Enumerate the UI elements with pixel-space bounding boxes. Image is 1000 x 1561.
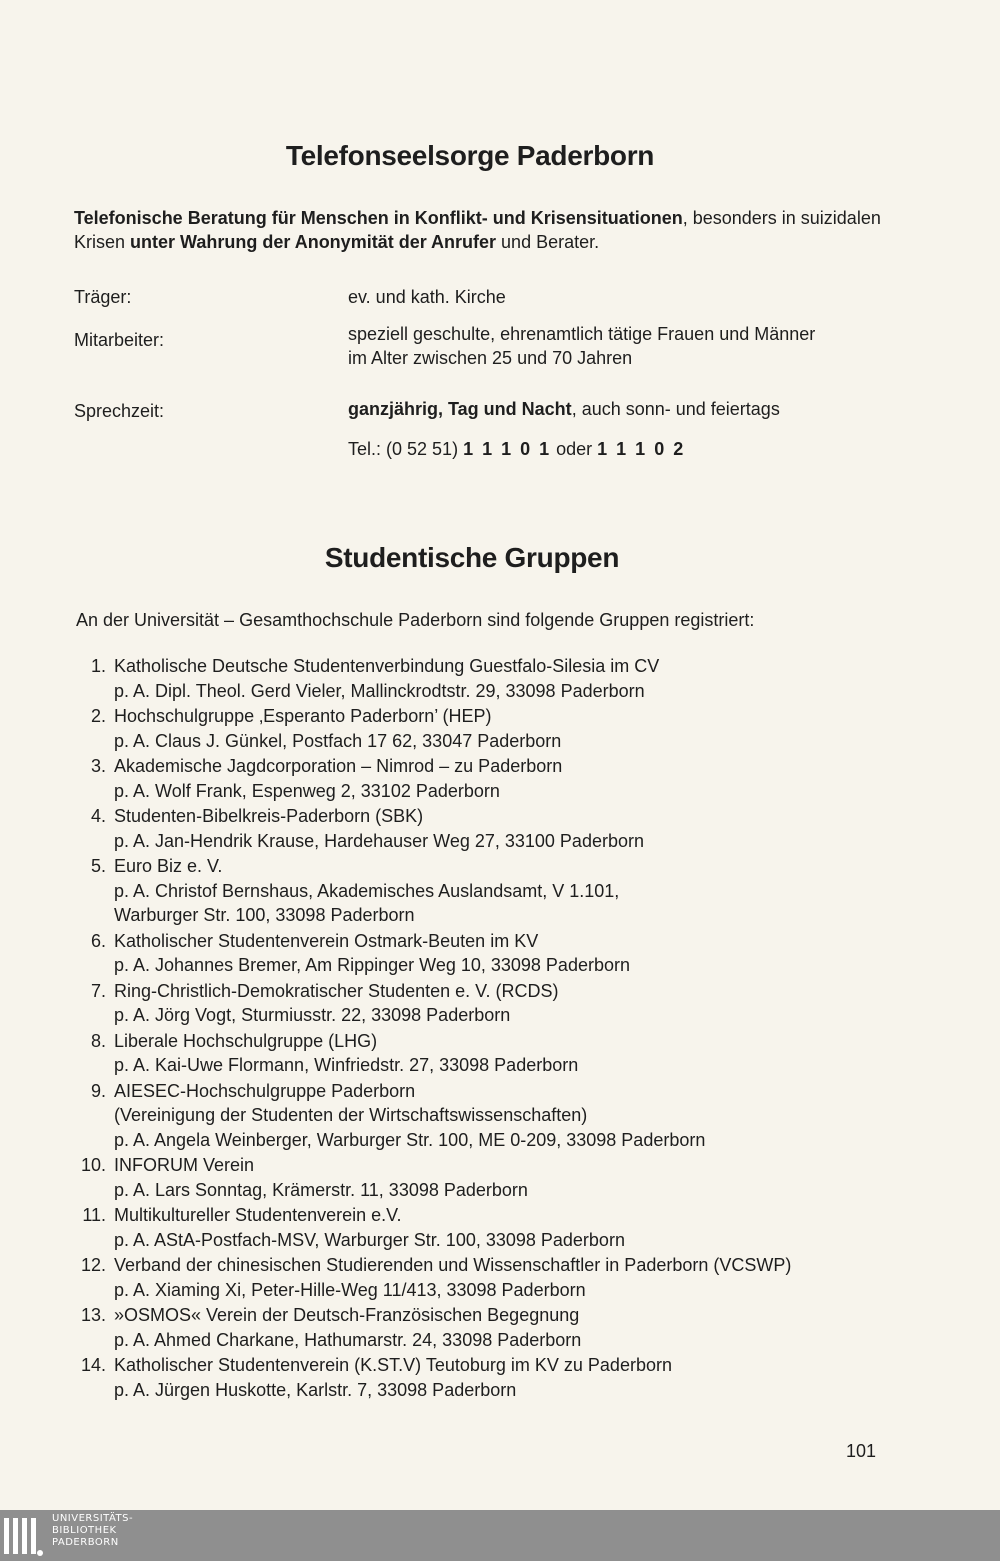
group-address-line: p. A. Lars Sonntag, Krämerstr. 11, 33098 Paderborn bbox=[114, 1179, 528, 1200]
list-item-number: 14. bbox=[80, 1355, 106, 1375]
list-item-lines bbox=[114, 1353, 1000, 1402]
group-address-line: p. A. Jan-Hendrik Krause, Hardehauser Weg 27, 33100 Paderborn bbox=[114, 830, 644, 851]
group-name: Verband der chinesischen Studierenden und Wissenschaftler in Paderborn (VCSWP) bbox=[114, 1255, 792, 1275]
list-item-lines bbox=[114, 654, 1000, 703]
group-address-line: p. A. Ahmed Charkane, Hathumarstr. 24, 33098 Paderborn bbox=[114, 1329, 582, 1350]
traeger-value: ev. und kath. Kirche bbox=[348, 287, 506, 307]
list-item-number: 5. bbox=[90, 856, 106, 876]
mitarbeiter-value bbox=[348, 322, 908, 370]
intro-bold-2: unter Wahrung der Anonymität der Anrufer bbox=[130, 232, 497, 252]
tel-prefix: Tel.: (0 52 51) bbox=[348, 439, 464, 459]
list-item-lines bbox=[114, 979, 1000, 1028]
list-item-lines bbox=[114, 704, 1000, 753]
list-item bbox=[0, 1203, 1000, 1252]
list-item-number: 8. bbox=[90, 1030, 106, 1051]
group-address-line: p. A. Dipl. Theol. Gerd Vieler, Mallinckrodtstr. 29, 33098 Paderborn bbox=[114, 680, 645, 701]
group-name: Multikultureller Studentenverein e.V. bbox=[114, 1205, 402, 1225]
list-item-number: 4. bbox=[90, 806, 106, 826]
groups-list bbox=[0, 654, 1000, 1403]
list-item bbox=[0, 804, 1000, 853]
library-logo-text bbox=[52, 1513, 133, 1549]
logo-line-1: UNIVERSITÄTS- bbox=[52, 1513, 134, 1524]
list-item-number: 2. bbox=[90, 706, 106, 726]
list-item-lines bbox=[114, 1153, 1000, 1202]
group-address-line: p. A. Jörg Vogt, Sturmiusstr. 22, 33098 Paderborn bbox=[114, 1005, 511, 1025]
list-item-number: 9. bbox=[90, 1080, 106, 1101]
section-title-telefonseelsorge: Telefonseelsorge Paderborn bbox=[285, 140, 655, 171]
group-address-line: p. A. Christof Bernshaus, Akademisches Auslandsamt, V 1.101, bbox=[114, 880, 620, 901]
intro-paragraph bbox=[74, 206, 894, 254]
list-item-number: 10. bbox=[80, 1155, 106, 1175]
list-item-number: 3. bbox=[90, 756, 106, 776]
group-name: Katholischer Studentenverein (K.ST.V) Teutoburg im KV zu Paderborn bbox=[114, 1355, 672, 1375]
list-item bbox=[0, 979, 1000, 1028]
section-title-studentische-gruppen: Studentische Gruppen bbox=[324, 542, 620, 573]
group-address-line: p. A. Kai-Uwe Flormann, Winfriedstr. 27, 33098 Paderborn bbox=[114, 1055, 579, 1075]
list-item-lines bbox=[114, 1079, 1000, 1153]
group-address-line: Warburger Str. 100, 33098 Paderborn bbox=[114, 905, 415, 925]
group-name: Euro Biz e. V. bbox=[114, 856, 223, 876]
mitarbeiter-label: Mitarbeiter: bbox=[74, 330, 165, 350]
mitarbeiter-line-1: speziell geschulte, ehrenamtlich tätige Frauen und Männer bbox=[348, 324, 816, 344]
list-item-number: 1. bbox=[90, 656, 106, 676]
group-address-line: p. A. Wolf Frank, Espenweg 2, 33102 Paderborn bbox=[114, 780, 500, 801]
intro-text-1: , besonders in suizidalen Krisen bbox=[74, 208, 881, 252]
group-address-line: p. A. Xiaming Xi, Peter-Hille-Weg 11/413, 33098 Paderborn bbox=[114, 1279, 586, 1300]
list-item-number: 6. bbox=[90, 930, 106, 951]
group-name: Katholische Deutsche Studentenverbindung Guestfalo-Silesia im CV bbox=[114, 656, 660, 676]
group-name: Akademische Jagdcorporation – Nimrod – zu Paderborn bbox=[114, 756, 563, 776]
group-address-line: p. A. AStA-Postfach-MSV, Warburger Str. 100, 33098 Paderborn bbox=[114, 1229, 625, 1250]
list-item-number: 13. bbox=[80, 1305, 106, 1325]
list-item bbox=[0, 704, 1000, 753]
list-item-lines bbox=[114, 1203, 1000, 1252]
group-name: Studenten-Bibelkreis-Paderborn (SBK) bbox=[114, 806, 424, 826]
sprechzeit-label: Sprechzeit: bbox=[74, 401, 165, 421]
list-item-number: 12. bbox=[80, 1255, 106, 1275]
list-item-number: 7. bbox=[90, 980, 106, 1001]
group-name: Ring-Christlich-Demokratischer Studenten e. V. (RCDS) bbox=[114, 980, 559, 1001]
tel-middle: oder bbox=[551, 439, 598, 459]
page-number: 101 bbox=[846, 1441, 877, 1461]
list-item-number: 11. bbox=[82, 1205, 106, 1225]
group-name: Hochschulgruppe ‚Esperanto Paderborn’ (HEP) bbox=[114, 706, 492, 726]
group-name: AIESEC-Hochschulgruppe Paderborn bbox=[114, 1080, 416, 1101]
telephone-line bbox=[348, 437, 908, 461]
group-name: »OSMOS« Verein der Deutsch-Französischen Begegnung bbox=[114, 1305, 580, 1325]
group-address-line: p. A. Angela Weinberger, Warburger Str. 100, ME 0-209, 33098 Paderborn bbox=[114, 1129, 706, 1150]
list-item bbox=[0, 1303, 1000, 1352]
list-item-lines bbox=[114, 1253, 1000, 1302]
list-item bbox=[0, 1079, 1000, 1153]
list-item-lines bbox=[114, 1303, 1000, 1352]
sprechzeit-rest: , auch sonn- und feiertags bbox=[571, 399, 780, 419]
list-item bbox=[0, 1353, 1000, 1402]
group-address-line: (Vereinigung der Studenten der Wirtschaftswissenschaften) bbox=[114, 1105, 588, 1125]
intro-text-2: und Berater. bbox=[496, 232, 600, 252]
list-item-lines bbox=[114, 854, 1000, 928]
group-address-line: p. A. Claus J. Günkel, Postfach 17 62, 33047 Paderborn bbox=[114, 730, 562, 751]
list-item bbox=[0, 754, 1000, 803]
groups-lead-text: An der Universität – Gesamthochschule Paderborn sind folgende Gruppen registriert: bbox=[76, 610, 755, 630]
sprechzeit-bold: ganzjährig, Tag und Nacht bbox=[348, 399, 572, 419]
list-item bbox=[0, 854, 1000, 928]
list-item bbox=[0, 654, 1000, 703]
list-item bbox=[0, 1253, 1000, 1302]
group-address-line: p. A. Jürgen Huskotte, Karlstr. 7, 33098 Paderborn bbox=[114, 1379, 517, 1400]
tel-number-1: 1 1 1 0 1 bbox=[463, 439, 552, 459]
group-name: INFORUM Verein bbox=[114, 1155, 255, 1175]
traeger-label: Träger: bbox=[74, 287, 132, 307]
group-name: Liberale Hochschulgruppe (LHG) bbox=[114, 1030, 378, 1051]
group-address-line: p. A. Johannes Bremer, Am Rippinger Weg 10, 33098 Paderborn bbox=[114, 955, 630, 975]
list-item-lines bbox=[114, 804, 1000, 853]
sprechzeit-value bbox=[348, 397, 908, 421]
intro-bold-1: Telefonische Beratung für Menschen in Konflikt- und Krisensituationen bbox=[74, 208, 683, 228]
logo-dot bbox=[37, 1550, 43, 1556]
list-item-lines bbox=[114, 929, 1000, 978]
logo-line-2: BIBLIOTHEK bbox=[52, 1525, 117, 1536]
mitarbeiter-line-2: im Alter zwischen 25 und 70 Jahren bbox=[348, 348, 633, 368]
list-item-lines bbox=[114, 1029, 1000, 1078]
list-item-lines bbox=[114, 754, 1000, 803]
library-footer-bar bbox=[0, 1510, 1000, 1561]
list-item bbox=[0, 1153, 1000, 1202]
tel-number-2: 1 1 1 0 2 bbox=[597, 439, 686, 459]
list-item bbox=[0, 929, 1000, 978]
group-name: Katholischer Studentenverein Ostmark-Beuten im KV bbox=[114, 930, 539, 951]
list-item bbox=[0, 1029, 1000, 1078]
logo-line-3: PADERBORN bbox=[52, 1537, 119, 1548]
